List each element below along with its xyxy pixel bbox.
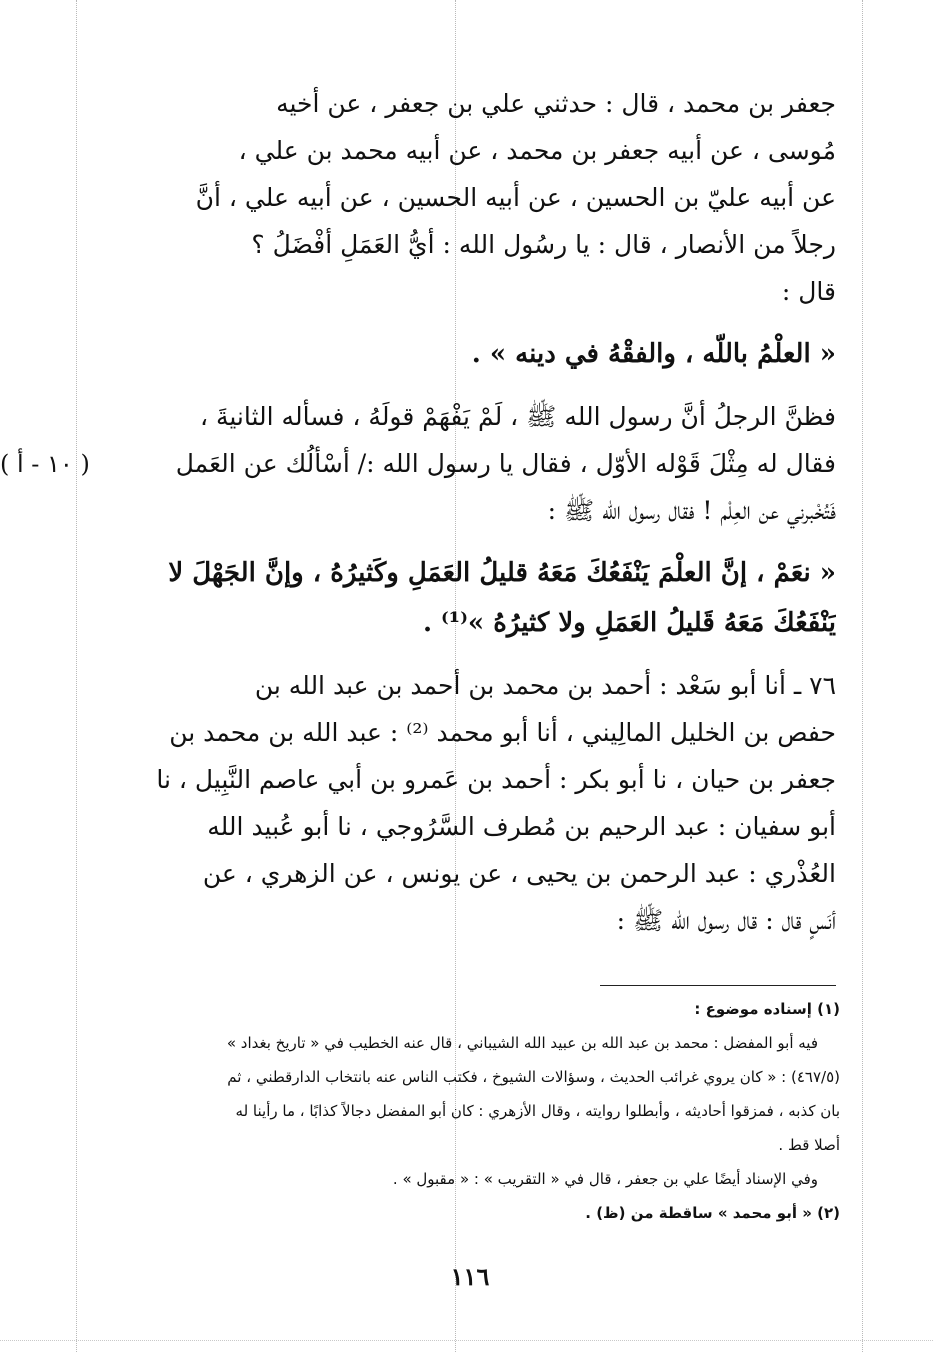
text-line: فظنَّ الرجلُ أنَّ رسول الله ﷺ ، لَمْ يَفْهَمْ قولَهُ ، فسأله الثانيةَ ، [199,402,836,431]
hadith-quote: « نعَمْ ، إنَّ العلْمَ يَنْفَعُكَ مَعَهُ قليلُ العَمَلِ وكَثيرُهُ ، وإنَّ الجَهْلَ لا [168,558,836,588]
narration-line: العُذْري : عبد الرحمن بن يحيى ، عن يونس ، عن الزهري ، عن [202,859,836,888]
page-number: ١١٦ [450,1262,490,1291]
text-line: رجلاً من الأنصار ، قال : يا رسُول الله : أيُّ العَمَلِ أفْضَلُ ؟ [251,230,836,259]
footnote-separator [600,985,836,986]
text-line: عن أبيه عليّ بن الحسين ، عن أبيه الحسين ، عن أبيه علي ، أنَّ [195,183,836,212]
narration-line: حفص بن الخليل المالِيني ، أنا أبو محمد ⁽²⁾ : عبد الله بن محمد بن [169,718,836,747]
hadith-quote: « العلْمُ باللّه ، والفقْهُ في دينه » . [471,339,836,369]
hadith-quote: يَنْفَعُكَ مَعَهُ قَليلُ العَمَلِ ولا كثيرُهُ »⁽¹⁾ . [422,608,836,638]
narration-line: أبو سفيان : عبد الرحيم بن مُطرف السَّرُوجي ، نا أبو عُبيد الله [207,812,836,841]
scan-guide-line [76,0,77,1352]
narration-line: ٧٦ ـ أنا أبو سَعْد : أحمد بن محمد بن أحمد بن عبد الله بن [254,671,836,700]
margin-folio-note: ( ١٠ - أ ) [0,450,90,478]
text-line: فَتُخْبرني عن العِلْم ! فقال رسول الله ﷺ : [547,496,836,525]
text-line: فقال له مِثْلَ قَوْله الأوّل ، فقال يا رسول الله :/ أسْألُك عن العَمل [175,449,836,478]
text-line: جعفر بن محمد ، قال : حدثني علي بن جعفر ، عن أخيه [276,89,836,118]
scan-guide-line [862,0,863,1352]
footnotes [100,992,840,1230]
footnote-title: (١) إسناده موضوع : [694,1000,840,1018]
footnote-line: بان كذبه ، فمزقوا أحاديثه ، وأبطلوا روايته ، وقال الأزهري : كان أبو المفضل دجالاً كذابًا ، ما رأينا له [235,1102,840,1120]
scan-guide-line [0,1340,933,1341]
narration-line: أنَسٍ قال : قال رسول الله ﷺ : [616,906,836,935]
footnote-line: أصلا قط . [778,1136,840,1154]
text-line: مُوسى ، عن أبيه جعفر بن محمد ، عن أبيه محمد بن علي ، [238,136,836,165]
footnote-line: (٤٦٧/٥) : « كان يروي غرائب الحديث ، وسؤالات الشيوخ ، فكتب الناس عنه بانتخاب الدارقطني ، ثم [227,1068,840,1086]
footnote-line: فيه أبو المفضل : محمد بن عبد الله بن عبيد الله الشيباني ، قال عنه الخطيب في « تاريخ بغداد » [226,1034,818,1052]
footnote-2: (٢) « أبو محمد » ساقطة من (ظ) . [585,1204,840,1222]
main-text [96,80,836,944]
narration-line: جعفر بن حيان ، نا أبو بكر : أحمد بن عَمرو بن أبي عاصم النَّبِيل ، نا [156,765,836,794]
text-line: قال : [781,277,836,306]
footnote-line: وفي الإسناد أيضًا علي بن جعفر ، قال في « التقريب » : « مقبول » . [392,1170,818,1188]
